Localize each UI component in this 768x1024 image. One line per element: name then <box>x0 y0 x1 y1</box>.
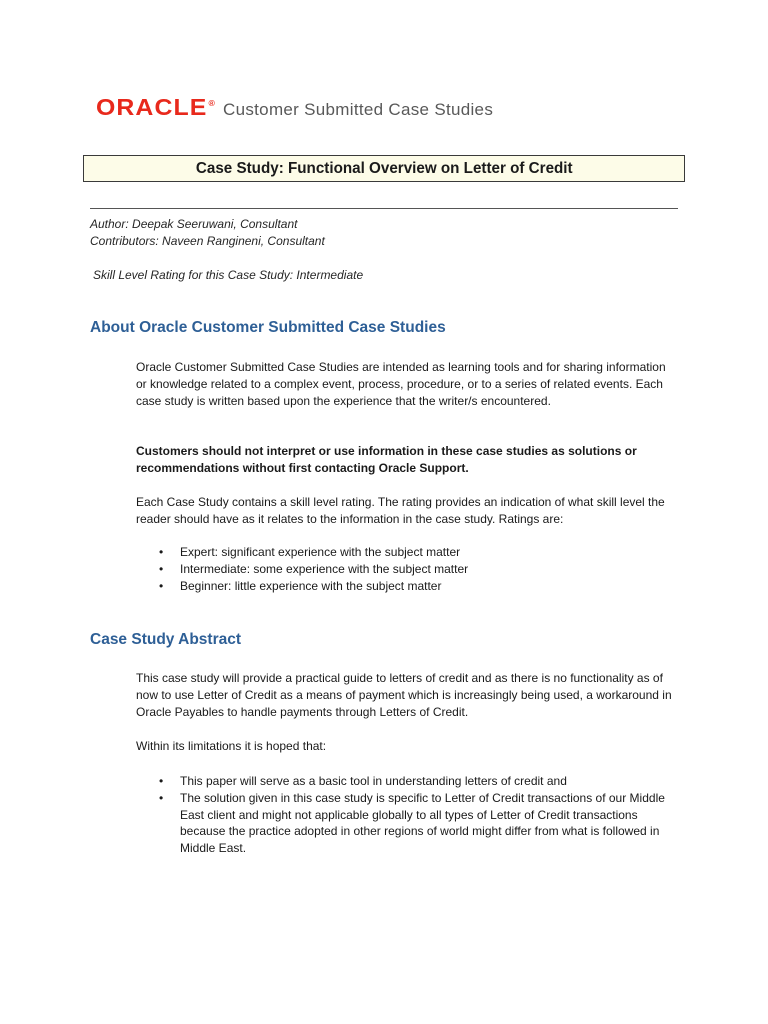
bullet-icon: • <box>159 561 164 576</box>
ratings-list <box>136 544 676 594</box>
oracle-logo: ORACLE® <box>96 94 216 120</box>
bullet-icon: • <box>159 545 164 559</box>
abstract-paragraph-2: Within its limitations it is hoped that: <box>136 739 327 753</box>
divider-line <box>90 208 678 209</box>
contributors-line: Contributors: Naveen Rangineni, Consultant <box>90 234 325 248</box>
title-box <box>83 155 685 182</box>
bullet-icon: • <box>159 790 164 805</box>
document-title: Case Study: Functional Overview on Letter of Credit <box>195 159 573 177</box>
list-item: • Intermediate: some experience with the subject matter <box>159 561 469 576</box>
about-paragraph-3: Each Case Study contains a skill level rating. The rating provides an indication of what skill level the reader should have as it relates to the information in the case study. Ratings are: <box>136 495 665 526</box>
abstract-heading: Case Study Abstract <box>90 631 242 648</box>
abstract-points-list <box>136 773 676 857</box>
about-heading: About Oracle Customer Submitted Case Studies <box>90 319 446 336</box>
author-line: Author: Deepak Seeruwani, Consultant <box>90 217 298 231</box>
bullet-icon: • <box>159 578 164 593</box>
about-disclaimer: Customers should not interpret or use information in these case studies as solutions or recommendations without first contacting Oracle Support. <box>136 444 637 475</box>
header-subtitle: Customer Submitted Case Studies <box>223 100 494 119</box>
list-item: • This paper will serve as a basic tool in understanding letters of credit and <box>159 774 567 788</box>
list-item: • Beginner: little experience with the subject matter <box>159 578 442 593</box>
document-header <box>96 96 493 120</box>
skill-level-line: Skill Level Rating for this Case Study: Intermediate <box>93 268 364 282</box>
abstract-paragraph-1: This case study will provide a practical guide to letters of credit and as there is no functionality as of now to use Letter of Credit as a means of payment which is increasingly being used, a workaround in Oracle Payables to handle payments through Letters of Credit. <box>136 671 672 719</box>
bullet-icon: • <box>159 774 164 788</box>
about-paragraph-1: Oracle Customer Submitted Case Studies are intended as learning tools and for sharing information or knowledge related to a complex event, process, procedure, or to a series of related events. Each case study is written based upon the experience that the writer/s encountered. <box>136 360 666 408</box>
list-item: • The solution given in this case study is specific to Letter of Credit transactions of our Middle East client and might not applicable globally to all types of Letter of Credit transactions because the practice adopted in other regions of world might differ from what is followed in Middle East. <box>159 790 665 856</box>
list-item: • Expert: significant experience with the subject matter <box>159 545 461 559</box>
